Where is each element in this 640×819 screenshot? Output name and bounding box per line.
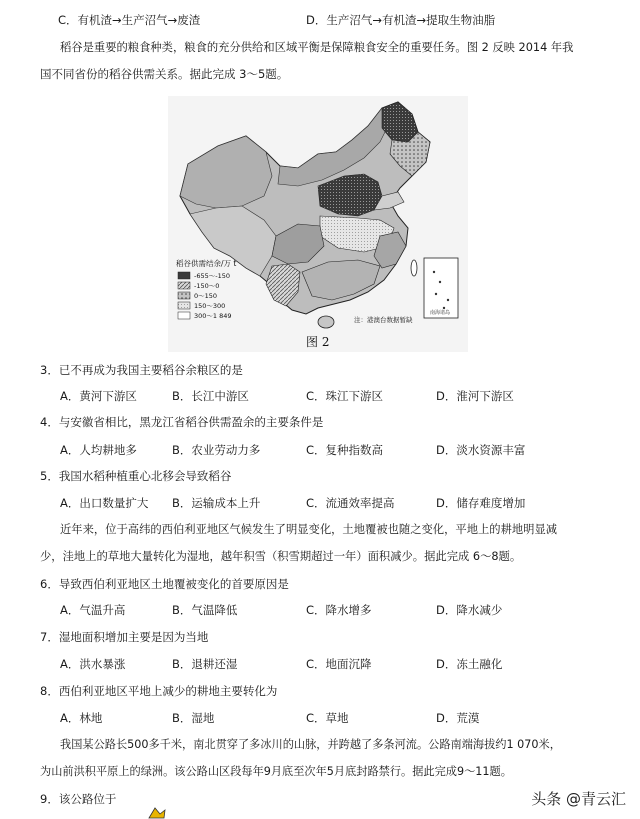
option-c: C．有机渣→生产沼气→废渣 [58,13,201,27]
option-row [0,600,640,620]
option-d: D．冻土融化 [436,657,503,671]
option-row [0,493,640,513]
question-stem: 6．导致西伯利亚地区土地覆被变化的首要原因是 [40,577,289,591]
option-c: C．降水增多 [306,603,372,617]
intro-paragraph-line: 稻谷是重要的粮食种类，粮食的充分供给和区域平衡是保障粮食安全的重要任务。图 2 反映 2014 年我 [60,41,574,54]
option-row [0,708,640,728]
intro-paragraph-line: 国不同省份的稻谷供需关系。据此完成 3～5题。 [40,67,289,81]
option-a: A．洪水暴涨 [60,657,126,671]
option-b: B．退耕还湿 [172,657,238,671]
inset-label: 南海诸岛 [430,310,451,316]
option-a: A．出口数量扩大 [60,496,149,510]
map-note: 注：港澳台数据暂缺 [354,316,413,324]
option-c: C．复种指数高 [306,443,384,457]
option-d: D．生产沼气→有机渣→提取生物油脂 [306,13,496,27]
option-c: C．珠江下游区 [306,389,384,403]
option-d: D．荒漠 [436,711,480,725]
intro-paragraph-line: 我国某公路长500多千米，南北贯穿了多冰川的山脉，并跨越了多条河流。公路南端海拔约1 070米， [60,738,561,751]
legend-item: 150～300 [194,302,226,310]
option-d: D．淮河下游区 [436,389,514,403]
option-row [0,654,640,674]
option-d: D．降水减少 [436,603,503,617]
option-b: B．农业劳动力多 [172,443,261,457]
question-stem: 9．该公路位于 [40,792,117,806]
option-a: A．人均耕地多 [60,443,137,457]
question-stem: 7．湿地面积增加主要是因为当地 [40,630,209,644]
legend-item: -655～-150 [194,272,231,280]
question-stem: 8．西伯利亚地区平地上减少的耕地主要转化为 [40,684,278,698]
option-b: B．气温降低 [172,603,238,617]
option-d: D．淡水资源丰富 [436,443,526,457]
option-a: A．林地 [60,711,103,725]
question-stem: 4．与安徽省相比，黑龙江省稻谷供需盈余的主要条件是 [40,415,324,429]
legend-title: 稻谷供需结余/万 t [176,259,237,268]
intro-paragraph-line: 近年来，位于高纬的西伯利亚地区气候发生了明显变化，土地覆被也随之变化，平地上的耕地明显减 [60,523,558,536]
option-row [0,440,640,460]
figure-caption: 图 2 [306,335,330,349]
legend-item: 0～150 [194,292,218,300]
option-b: B．湿地 [172,711,215,725]
option-b: B．长江中游区 [172,389,249,403]
option-a: A．黄河下游区 [60,389,137,403]
legend-item: 300～1 849 [194,312,232,320]
watermark-logo-icon [148,806,166,819]
question-stem: 3．已不再成为我国主要稻谷余粮区的是 [40,363,243,377]
rice-supply-map [168,96,468,352]
option-a: A．气温升高 [60,603,126,617]
option-b: B．运输成本上升 [172,496,261,510]
option-d: D．储存难度增加 [436,496,526,510]
option-c: C．地面沉降 [306,657,372,671]
watermark: 头条 @青云汇 [531,790,626,808]
intro-paragraph-line: 少，洼地上的草地大量转化为湿地，越年积雪（积雪期超过一年）面积减少。据此完成 6～8题。 [40,550,522,563]
option-c: C．流通效率提高 [306,496,395,510]
option-row [0,386,640,406]
intro-paragraph-line: 为山前洪积平原上的绿洲。该公路山区段每年9月底至次年5月底封路禁行。据此完成9～11题。 [40,765,512,778]
question-stem: 5．我国水稻种植重心北移会导致稻谷 [40,469,232,483]
legend-item: -150～0 [194,282,220,290]
option-c: C．草地 [306,711,349,725]
option-row-top [0,10,640,30]
